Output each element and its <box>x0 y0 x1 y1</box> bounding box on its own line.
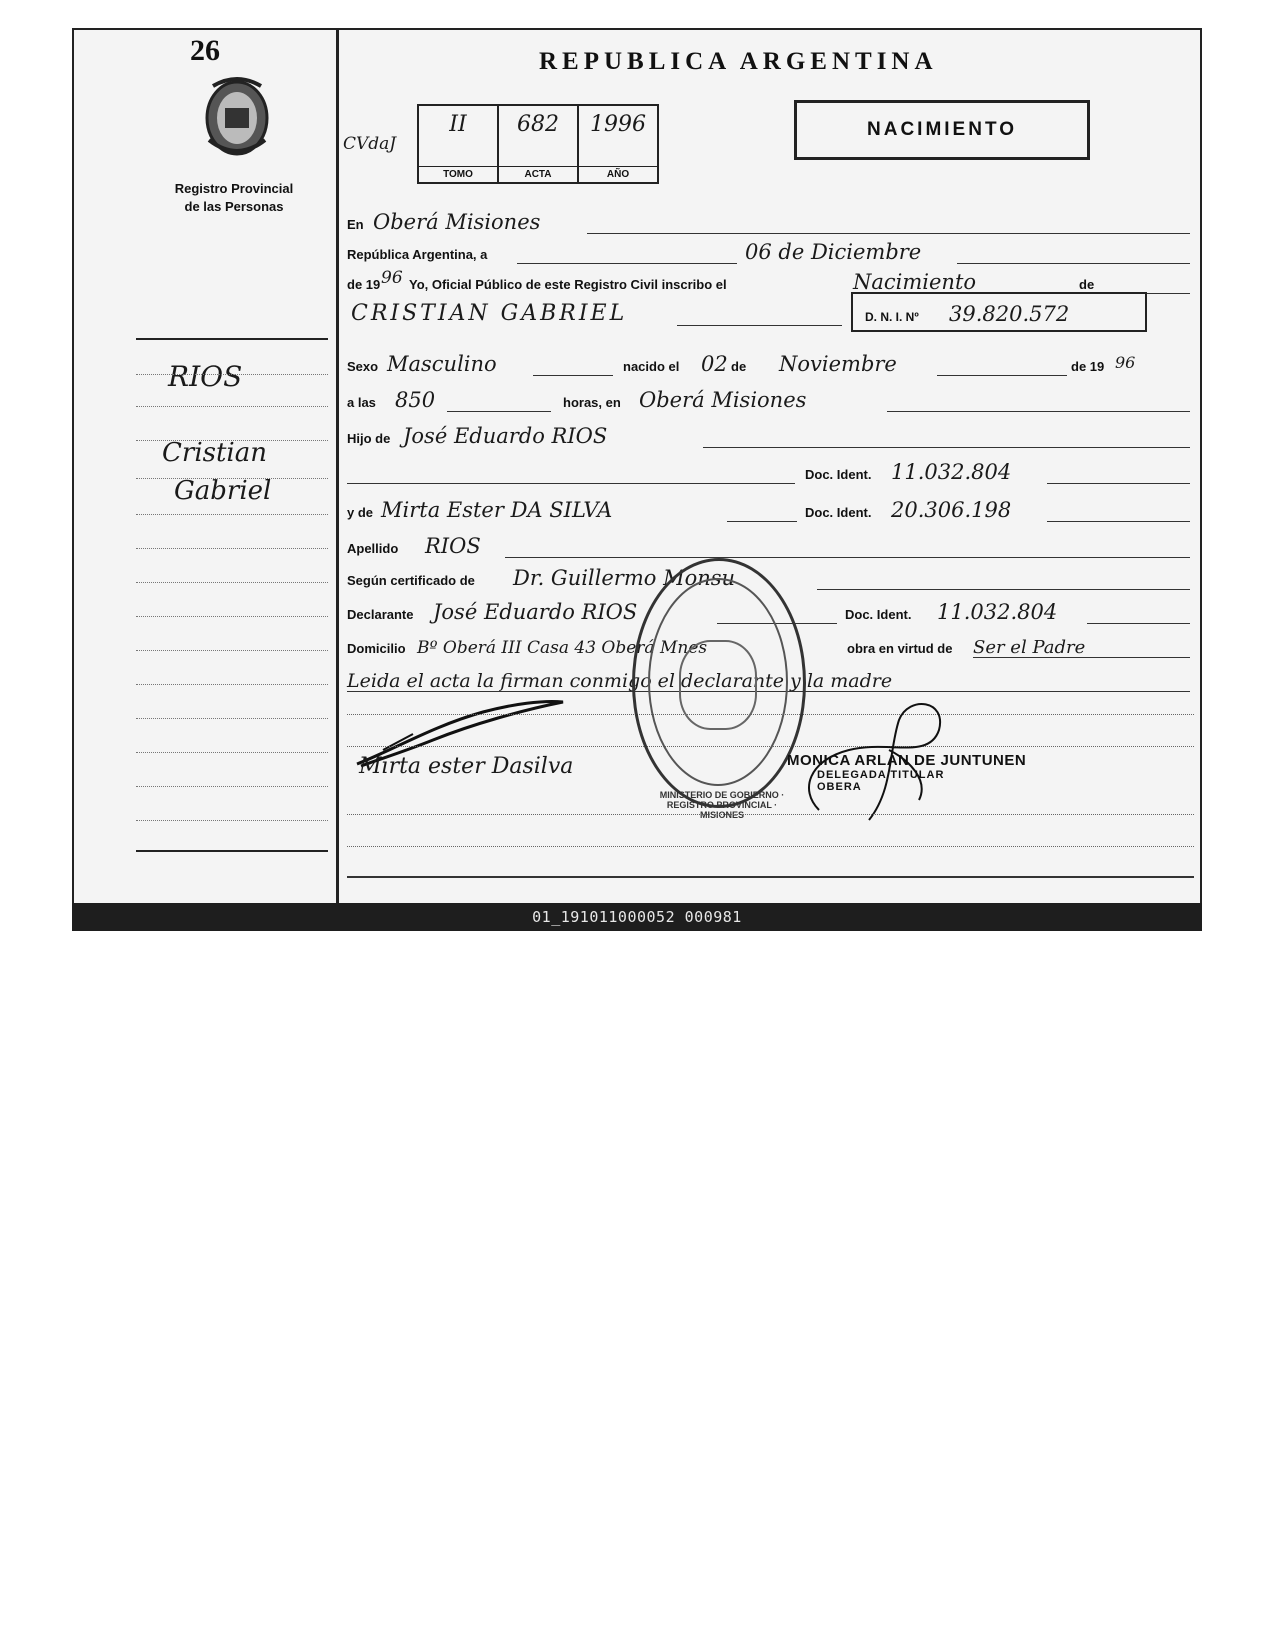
domicile-row: Domicilio Bº Oberá III Casa 43 Oberá Mnes obra en virtud de Ser el Padre <box>347 630 1190 660</box>
registry-name: Registro Provincial de las Personas <box>174 181 294 214</box>
acta-cell: 682 ACTA <box>499 106 579 182</box>
time-place-row: a las 850 horas, en Oberá Misiones <box>347 384 1190 414</box>
divider <box>136 850 328 852</box>
father-row: Hijo de José Eduardo RIOS <box>347 420 1190 450</box>
official-block: MONICA ARLAN DE JUNTUNEN DELEGADA TITULAR OBERA <box>787 752 1027 793</box>
name-row: CRISTIAN GABRIEL <box>347 298 842 328</box>
cvdad-prefix: CVdaJ <box>343 134 397 154</box>
seal-text: MINISTERIO DE GOBIERNO · REGISTRO PROVINCIAL · MISIONES <box>659 790 785 820</box>
mother-row: y de Mirta Ester DA SILVA Doc. Ident. 20.306.198 <box>347 494 1190 524</box>
surname-row: Apellido RIOS <box>347 530 1190 560</box>
divider <box>136 338 328 340</box>
father-doc-row: Doc. Ident. 11.032.804 <box>347 456 1190 486</box>
left-margin <box>74 30 339 905</box>
record-type-box: NACIMIENTO <box>794 100 1090 160</box>
date-row: República Argentina, a 06 de Diciembre <box>347 236 1190 266</box>
declarant-row: Declarante José Eduardo RIOS Doc. Ident. 11.032.804 <box>347 596 1190 626</box>
seal-emblem-icon <box>679 640 757 730</box>
certificate-row: Según certificado de Dr. Guillermo Monsu <box>347 562 1190 592</box>
birth-certificate <box>72 28 1202 931</box>
country-title: REPUBLICA ARGENTINA <box>539 48 938 75</box>
reading-row: Leida el acta la firman conmigo el declarante y la madre <box>347 664 1190 694</box>
sex-birth-row: Sexo Masculino nacido el 02 de Noviembre de 19 96 <box>347 352 1136 376</box>
coat-of-arms-icon <box>199 70 275 158</box>
dni-box: D. N. I. Nº 39.820.572 <box>851 292 1147 332</box>
scan-footer-code: 01_191011000052 000981 <box>72 903 1202 931</box>
tomo-acta-ano-table <box>417 104 659 184</box>
record-number: 26 <box>190 34 220 67</box>
inscription-row: de 19 96 Yo, Oficial Público de este Registro Civil inscribo el Nacimiento de <box>347 266 1190 296</box>
place-row: En Oberá Misiones <box>347 206 1190 236</box>
tomo-cell: II TOMO <box>419 106 499 182</box>
margin-given-name-2: Gabriel <box>174 476 272 506</box>
ano-cell: 1996 AÑO <box>579 106 657 182</box>
mother-signature: Mirta ester Dasilva <box>359 754 574 779</box>
margin-given-name-1: Cristian <box>162 438 267 468</box>
margin-surname: RIOS <box>168 360 243 393</box>
record-body <box>339 30 1202 905</box>
